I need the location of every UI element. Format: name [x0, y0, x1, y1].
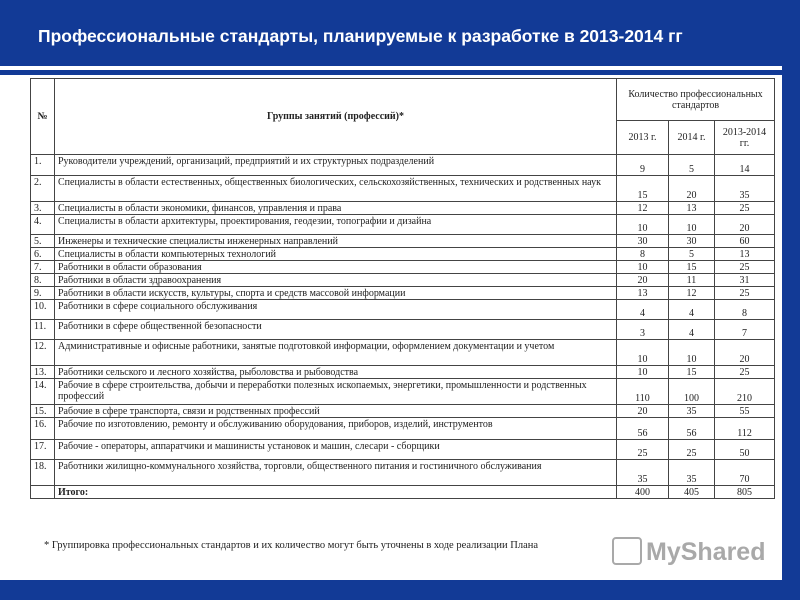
row-number: 5.	[31, 235, 55, 248]
row-number: 18.	[31, 460, 55, 486]
footnote: * Группировка профессиональных стандартов и их количество могут быть уточнены в ходе реализации Плана	[44, 540, 539, 551]
right-band	[782, 66, 800, 580]
header-2013-2014: 2013-2014 гг.	[715, 121, 775, 155]
table-row	[31, 215, 775, 235]
row-occupation-group: Административные и офисные работники, занятые подготовкой информации, оформлением документации и учетом	[55, 340, 617, 366]
row-occupation-group: Специалисты в области экономики, финансов, управления и права	[55, 202, 617, 215]
header-2013: 2013 г.	[617, 121, 669, 155]
row-number: 1.	[31, 155, 55, 176]
table-row	[31, 202, 775, 215]
row-count-2014: 15	[669, 261, 715, 274]
row-count-2013: 10	[617, 261, 669, 274]
header-count: Количество профессиональных стандартов	[617, 79, 775, 121]
table-row	[31, 248, 775, 261]
row-number: 8.	[31, 274, 55, 287]
footer-bar	[0, 580, 800, 600]
standards-table	[30, 78, 775, 499]
row-count-total: 7	[715, 320, 775, 340]
row-count-2013: 30	[617, 235, 669, 248]
row-count-2014: 10	[669, 215, 715, 235]
table-row	[31, 300, 775, 320]
row-count-2014: 25	[669, 440, 715, 460]
page-title: Профессиональные стандарты, планируемые к разработке в 2013-2014 гг	[38, 26, 683, 46]
row-occupation-group: Рабочие в сфере строительства, добычи и переработки полезных ископаемых, энергетики, промышленности и родственных профессий	[55, 379, 617, 405]
row-occupation-group: Специалисты в области компьютерных технологий	[55, 248, 617, 261]
row-occupation-group: Работники в области образования	[55, 261, 617, 274]
row-count-total: 60	[715, 235, 775, 248]
row-number: 14.	[31, 379, 55, 405]
row-number: 7.	[31, 261, 55, 274]
row-count-2013: 4	[617, 300, 669, 320]
row-occupation-group: Руководители учреждений, организаций, предприятий и их структурных подразделений	[55, 155, 617, 176]
watermark	[612, 538, 765, 567]
row-count-2014: 100	[669, 379, 715, 405]
row-number: 12.	[31, 340, 55, 366]
row-count-2013: 9	[617, 155, 669, 176]
watermark-logo-icon	[612, 537, 642, 565]
row-number: 10.	[31, 300, 55, 320]
row-occupation-group: Рабочие в сфере транспорта, связи и родственных профессий	[55, 405, 617, 418]
row-number: 17.	[31, 440, 55, 460]
row-number: 6.	[31, 248, 55, 261]
row-count-2014: 56	[669, 418, 715, 440]
row-count-2013: 20	[617, 405, 669, 418]
row-occupation-group: Работники в сфере социального обслуживания	[55, 300, 617, 320]
row-count-total: 25	[715, 261, 775, 274]
header-2014: 2014 г.	[669, 121, 715, 155]
row-count-2013: 8	[617, 248, 669, 261]
row-count-2014: 12	[669, 287, 715, 300]
table-total-row	[31, 486, 775, 499]
row-count-2014: 4	[669, 320, 715, 340]
row-count-2014: 35	[669, 460, 715, 486]
row-count-2014: 10	[669, 340, 715, 366]
row-count-2013: 3	[617, 320, 669, 340]
row-count-2013: 15	[617, 176, 669, 202]
table-row	[31, 274, 775, 287]
row-count-2013: 12	[617, 202, 669, 215]
row-count-2014: 4	[669, 300, 715, 320]
row-count-2014: 5	[669, 155, 715, 176]
row-occupation-group: Работники жилищно-коммунального хозяйства, торговли, общественного питания и гостиничного обслуживания	[55, 460, 617, 486]
row-count-2014: 11	[669, 274, 715, 287]
row-occupation-group: Инженеры и технические специалисты инженерных направлений	[55, 235, 617, 248]
row-occupation-group: Рабочие по изготовлению, ремонту и обслуживанию оборудования, приборов, изделий, инструментов	[55, 418, 617, 440]
table-row	[31, 379, 775, 405]
table-row	[31, 320, 775, 340]
row-count-2013: 10	[617, 215, 669, 235]
table-row	[31, 261, 775, 274]
row-count-total: 210	[715, 379, 775, 405]
row-count-2013: 10	[617, 366, 669, 379]
row-number: 4.	[31, 215, 55, 235]
table-row	[31, 235, 775, 248]
table-row	[31, 418, 775, 440]
row-count-2013: 56	[617, 418, 669, 440]
header-group: Группы занятий (профессий)*	[55, 79, 617, 155]
row-number: 11.	[31, 320, 55, 340]
row-count-2013: 20	[617, 274, 669, 287]
total-2013: 400	[617, 486, 669, 499]
row-number: 15.	[31, 405, 55, 418]
row-count-2013: 13	[617, 287, 669, 300]
row-number: 9.	[31, 287, 55, 300]
row-count-total: 13	[715, 248, 775, 261]
table-row	[31, 340, 775, 366]
row-number: 13.	[31, 366, 55, 379]
row-occupation-group: Работники в области здравоохранения	[55, 274, 617, 287]
row-count-total: 14	[715, 155, 775, 176]
row-number: 16.	[31, 418, 55, 440]
row-count-total: 31	[715, 274, 775, 287]
table-body	[31, 155, 775, 499]
total-all: 805	[715, 486, 775, 499]
row-count-2013: 10	[617, 340, 669, 366]
row-count-total: 35	[715, 176, 775, 202]
row-count-2014: 30	[669, 235, 715, 248]
row-number: 2.	[31, 176, 55, 202]
row-count-total: 70	[715, 460, 775, 486]
table-row	[31, 176, 775, 202]
total-blank-cell	[31, 486, 55, 499]
row-number: 3.	[31, 202, 55, 215]
row-count-total: 25	[715, 287, 775, 300]
table-row	[31, 440, 775, 460]
row-count-total: 50	[715, 440, 775, 460]
row-count-total: 20	[715, 215, 775, 235]
row-count-2014: 15	[669, 366, 715, 379]
header-num: №	[31, 79, 55, 155]
watermark-text: MyShared	[646, 538, 766, 566]
total-label: Итого:	[55, 486, 617, 499]
row-occupation-group: Работники в сфере общественной безопасности	[55, 320, 617, 340]
row-occupation-group: Работники в области искусств, культуры, спорта и средств массовой информации	[55, 287, 617, 300]
row-count-total: 25	[715, 366, 775, 379]
table-row	[31, 155, 775, 176]
row-count-total: 25	[715, 202, 775, 215]
row-count-2014: 13	[669, 202, 715, 215]
row-occupation-group: Работники сельского и лесного хозяйства, рыболовства и рыбоводства	[55, 366, 617, 379]
row-count-2013: 35	[617, 460, 669, 486]
row-occupation-group: Специалисты в области архитектуры, проектирования, геодезии, топографии и дизайна	[55, 215, 617, 235]
table-row	[31, 366, 775, 379]
total-2014: 405	[669, 486, 715, 499]
divider-rule	[0, 70, 782, 75]
row-occupation-group: Специалисты в области естественных, общественных биологических, сельскохозяйственных, технических и родственных наук	[55, 176, 617, 202]
row-count-2014: 5	[669, 248, 715, 261]
row-occupation-group: Рабочие - операторы, аппаратчики и машинисты установок и машин, слесари - сборщики	[55, 440, 617, 460]
row-count-total: 20	[715, 340, 775, 366]
table-row	[31, 405, 775, 418]
row-count-2014: 20	[669, 176, 715, 202]
header-bar	[0, 0, 800, 66]
row-count-total: 8	[715, 300, 775, 320]
table-row	[31, 460, 775, 486]
row-count-total: 55	[715, 405, 775, 418]
row-count-2013: 25	[617, 440, 669, 460]
row-count-2014: 35	[669, 405, 715, 418]
table-row	[31, 287, 775, 300]
row-count-2013: 110	[617, 379, 669, 405]
row-count-total: 112	[715, 418, 775, 440]
